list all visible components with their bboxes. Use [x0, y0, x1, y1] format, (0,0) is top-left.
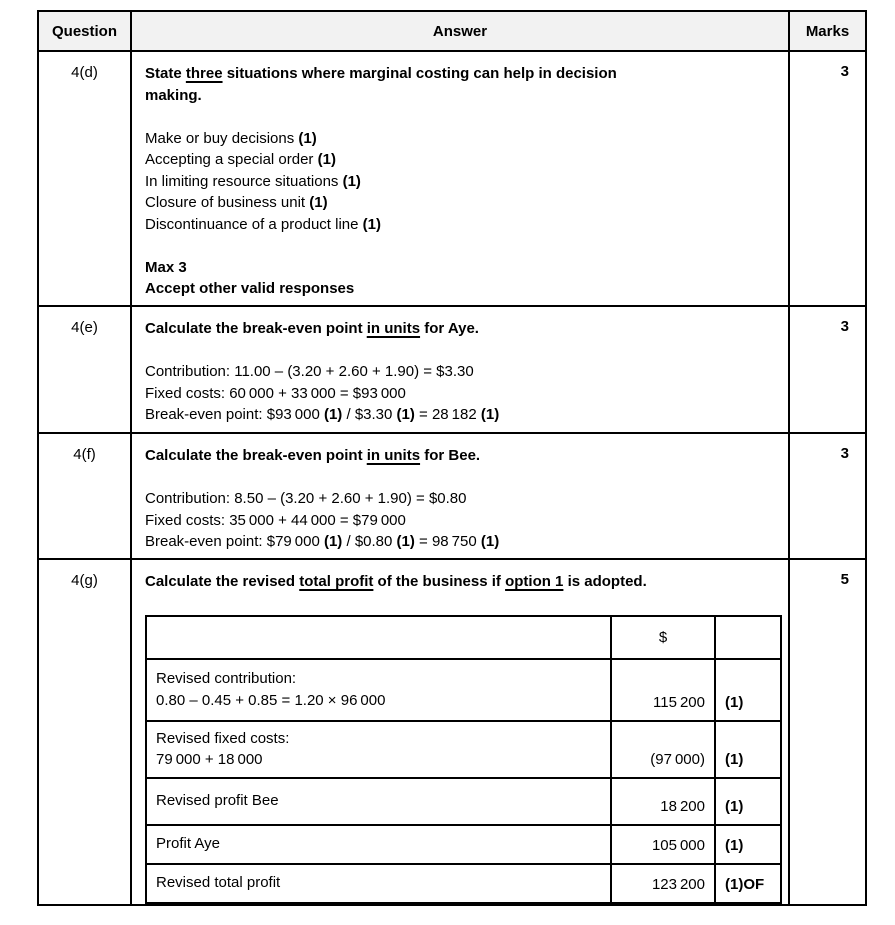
question-number-4d: 4(d) — [38, 51, 131, 306]
answer-cell-4g — [131, 559, 789, 905]
answer-cell-4e — [131, 306, 789, 433]
profit-table-header-row — [146, 616, 781, 659]
table-row-4f — [38, 433, 866, 559]
text-line: Revised fixed costs: — [156, 729, 290, 747]
text-line — [145, 106, 774, 128]
text-line: making. — [145, 86, 202, 104]
text-line: Fixed costs: 35 000 + 44 000 = $79 000 — [145, 511, 406, 529]
row-amount: (97 000) — [611, 721, 715, 778]
text-line: Closure of business unit (1) — [145, 194, 328, 211]
profit-table-row-revised-profit-bee — [146, 778, 781, 825]
table-row-4e — [38, 306, 866, 433]
table-header-row — [38, 11, 866, 51]
row-mark: (1) — [715, 659, 781, 721]
question-number-4g: 4(g) — [38, 559, 131, 905]
row-amount: 18 200 — [611, 778, 715, 825]
mark-scheme-table — [37, 10, 867, 906]
text-line: Accepting a special order (1) — [145, 151, 336, 168]
row-label — [146, 778, 611, 825]
text-line: Calculate the break-even point in units for Bee. — [145, 447, 481, 464]
text-line: Max 3 — [145, 258, 187, 276]
row-mark: (1) — [715, 721, 781, 778]
profit-table-row-revised-total-profit — [146, 864, 781, 903]
currency-header-cell: $ — [611, 616, 715, 659]
text-line: State three situations where marginal costing can help in decision — [145, 65, 617, 82]
row-label — [146, 721, 611, 778]
table-row-4d — [38, 51, 866, 306]
profit-table-row-revised-fixed-costs — [146, 721, 781, 778]
mark-scheme-document — [37, 10, 867, 906]
question-number-4f: 4(f) — [38, 433, 131, 559]
text-line: 79 000 + 18 000 — [156, 751, 263, 768]
profit-calculation-table — [145, 615, 782, 904]
table-row-4g — [38, 559, 866, 905]
text-line — [145, 467, 774, 489]
text-line — [145, 340, 774, 362]
answer-prompt-4g — [145, 571, 774, 593]
question-column-header: Question — [38, 11, 131, 51]
row-mark: (1) — [715, 778, 781, 825]
text-line: 0.80 – 0.45 + 0.85 = 1.20 × 96 000 — [156, 691, 386, 709]
text-line: In limiting resource situations (1) — [145, 172, 361, 190]
text-line: Calculate the revised total profit of the business if option 1 is adopted. — [145, 573, 647, 590]
marks-value-4g: 5 — [789, 559, 866, 905]
text-line: Revised total profit — [156, 874, 281, 892]
text-line: Fixed costs: 60 000 + 33 000 = $93 000 — [145, 384, 406, 402]
text-line: Profit Aye — [156, 835, 220, 853]
row-mark: (1) — [715, 825, 781, 864]
answer-column-header: Answer — [131, 11, 789, 51]
text-line: Contribution: 11.00 – (3.20 + 2.60 + 1.90) = $3.30 — [145, 363, 474, 380]
text-line: Break-even point: $79 000 (1) / $0.80 (1) = 98 750 (1) — [145, 533, 500, 550]
row-amount: 123 200 — [611, 864, 715, 903]
answer-cell-4f — [131, 433, 789, 559]
text-line: Break-even point: $93 000 (1) / $3.30 (1) = 28 182 (1) — [145, 406, 500, 423]
text-line: Revised contribution: — [156, 670, 297, 687]
row-label — [146, 825, 611, 864]
text-line: Calculate the break-even point in units for Aye. — [145, 320, 479, 337]
answer-cell-4d — [131, 51, 789, 306]
marks-value-4d: 3 — [789, 51, 866, 306]
text-line — [145, 235, 774, 257]
row-mark: (1)OF — [715, 864, 781, 903]
text-line: Accept other valid responses — [145, 280, 355, 297]
profit-table-header-label-cell — [146, 616, 611, 659]
text-line: Contribution: 8.50 – (3.20 + 2.60 + 1.90) = $0.80 — [145, 490, 467, 507]
profit-table-row-profit-aye — [146, 825, 781, 864]
row-label — [146, 864, 611, 903]
row-amount: 115 200 — [611, 659, 715, 721]
text-line: Revised profit Bee — [156, 792, 279, 810]
marks-value-4f: 3 — [789, 433, 866, 559]
marks-column-header: Marks — [789, 11, 866, 51]
profit-table-header-mark-cell — [715, 616, 781, 659]
profit-table-row-revised-contribution — [146, 659, 781, 721]
text-line: Discontinuance of a product line (1) — [145, 215, 381, 233]
row-amount: 105 000 — [611, 825, 715, 864]
question-number-4e: 4(e) — [38, 306, 131, 433]
marks-value-4e: 3 — [789, 306, 866, 433]
text-line: Make or buy decisions (1) — [145, 129, 317, 147]
row-label — [146, 659, 611, 721]
